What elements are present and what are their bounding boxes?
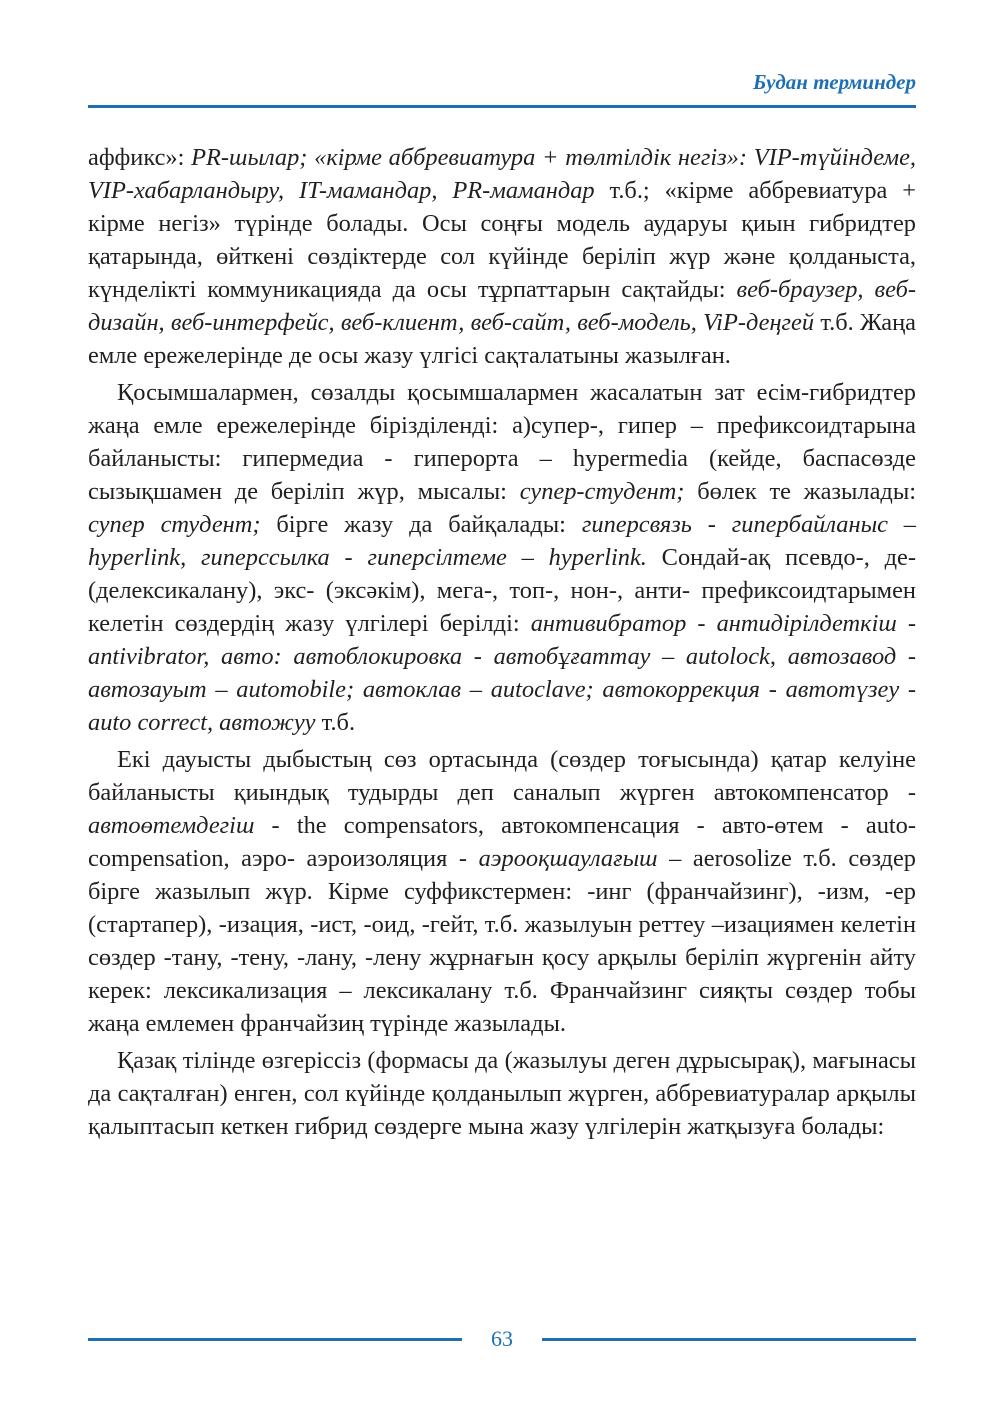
body-paragraph	[88, 1044, 916, 1143]
footer-divider-right	[542, 1338, 916, 1341]
paragraph-text: – aerosolize т.б. сөздер бірге жазылып жүр. Кірме суффикстермен: -инг (франчайзинг), -изм, -ер (стартапер), -изация, -ист, -оид, -гейт, т.б. жазылуын реттеу –изациямен келетін сөздер -тану, -тену, -лану, -лену жұрнағын қосу арқылы беріліп жүргенін айту керек: лексикализация – лексикалану т.б. Франчайзинг сияқты сөздер тобы жаңа емлемен франчайзиң түрінде жазылады.	[88, 845, 916, 1037]
header-divider	[88, 105, 916, 108]
italic-term-text: супер студент;	[88, 511, 261, 538]
italic-term-text: аэрооқшаулағыш	[478, 845, 658, 872]
paragraph-text: Қазақ тілінде өзгеріссіз (формасы да (жазылуы деген дұрысырақ), мағынасы да сақталған) енген, сол күйінде қолданылып жүрген, аббревиатуралар арқылы қалыптасып кеткен гибрид сөздерге мына жазу үлгілерін жатқызуға болады:	[88, 1047, 916, 1140]
body-paragraph	[88, 141, 916, 372]
italic-term-text: PR-шылар; «кірме аббревиатура + төлтілдік негіз»: VIP-түйіндеме, VIP-хабарландыру, IT-мамандар, PR-мамандар	[88, 144, 916, 204]
italic-term-text: антивибратор - антидірілдеткіш - antivibrator, авто: автоблокировка - автобұғаттау – autolock, автозавод - автозауыт – automobile; автоклав – autoclave; автокоррекция - автотүзеу - auto correct, автожуу	[88, 610, 916, 736]
paragraph-text: аффикс»:	[88, 144, 192, 171]
italic-term-text: супер-студент;	[519, 478, 685, 505]
paragraph-text: - the compensators, автокомпенсация - авто-өтем - auto-compensation, аэро- аэроизоляция -	[88, 812, 916, 872]
paragraph-text: Сондай-ақ псевдо-, де- (делексикалану), экс- (эксәкім), мега-, топ-, нон-, анти- префиксоидтарымен келетін сөздердің жазу үлгілері берілді:	[88, 544, 916, 637]
paragraph-text: т.б.	[315, 709, 356, 736]
body-paragraph	[88, 376, 916, 739]
italic-term-text: веб-браузер, веб-дизайн, веб-интерфейс, веб-клиент, веб-сайт, веб-модель, ViP-деңгей	[88, 276, 916, 336]
paragraph-text: Қосымшалармен, сөзалды қосымшалармен жасалатын зат есім-гибридтер жаңа емле ережелерінде бірізділенді: а)супер-, гипер – префиксоидтарына байланысты: гипермедиа - гиперорта – hypermedia (кейде, баспасөзде сызықшамен де беріліп жүр, мысалы:	[88, 379, 916, 505]
paragraph-text: т.б. Жаңа емле ережелерінде де осы жазу үлгісі сақталатыны жазылған.	[88, 309, 916, 369]
paragraph-text: бөлек те жазылады:	[684, 478, 916, 505]
page-body	[88, 141, 916, 1147]
paragraph-text: т.б.; «кірме аббревиатура + кірме негіз» түрінде болады. Осы соңғы модель аударуы қиын гибридтер қатарында, өйткені сөздіктерде сол күйінде беріліп жүр және қолданыста, күнделікті коммуникацияда да осы тұрпаттарын сақтайды:	[88, 177, 916, 303]
body-paragraph	[88, 743, 916, 1040]
italic-term-text: автоөтемдегіш	[88, 812, 255, 839]
running-header-title: Будан терминдер	[753, 70, 916, 94]
italic-term-text: гиперсвязь - гипербайланыс – hyperlink, гиперссылка - гиперсілтеме – hyperlink.	[88, 511, 917, 571]
footer-divider-left	[88, 1338, 462, 1341]
paragraph-text: Екі дауысты дыбыстың сөз ортасында (сөздер тоғысында) қатар келуіне байланысты қиындық тудырды деп саналып жүрген автокомпенсатор -	[88, 746, 916, 806]
page-number: 63	[491, 1326, 513, 1351]
paragraph-text: бірге жазу да байқалады:	[260, 511, 582, 538]
